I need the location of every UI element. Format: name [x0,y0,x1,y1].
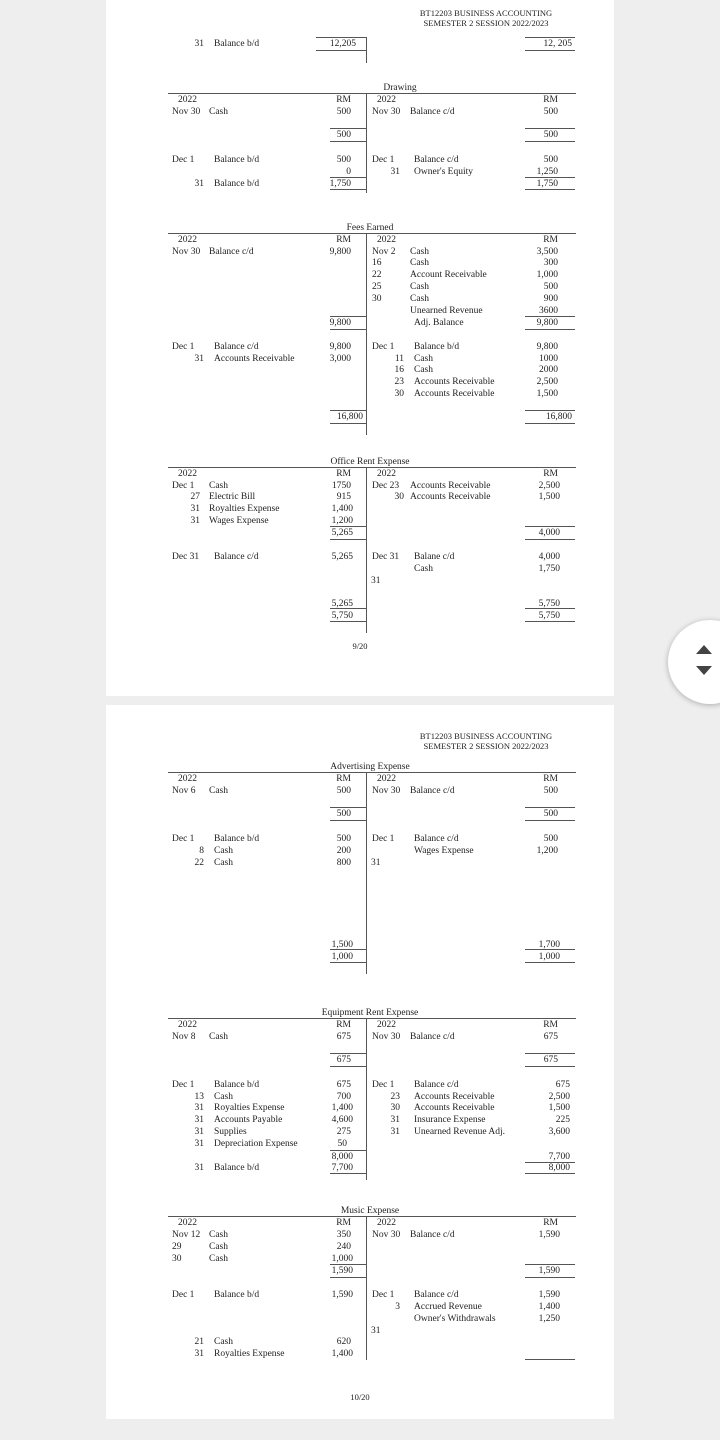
total-amount: 4,000 [538,528,560,538]
right-amount: 12, 205 [543,39,572,49]
course-header [386,8,586,28]
entry-description: Unearned Revenue [410,306,483,316]
entry-amount: 8,000 [548,1163,570,1173]
entry-date: 30 [172,1254,182,1264]
entry-date: Dec 1 [372,342,395,352]
entry-description: Accounts Receivable [214,354,295,364]
total-amount: 500 [336,130,351,140]
entry-description: Royalties Expense [209,504,280,514]
entry-amount: 3,600 [548,1127,570,1137]
entry-description: Balance b/d [214,155,260,165]
entry-date: Dec 1 [172,342,195,352]
entry-date: 11 [394,354,404,364]
entry-date: 31 [194,1103,204,1113]
entry-date: Dec 1 [372,1290,395,1300]
entry-amount: 1,590 [538,1290,560,1300]
entry-date: 31 [194,1127,204,1137]
entry-description: Cash [410,294,429,304]
year-left: 2022 [178,469,197,479]
entry-amount: 1750 [332,481,351,491]
entry-amount: 675 [543,1032,558,1042]
entry-description: Depreciation Expense [214,1139,298,1149]
entry-date: 31 [194,39,204,49]
entry-description: Balance c/d [214,342,259,352]
entry-date: 16 [394,365,404,375]
course-title: BT12203 BUSINESS ACCOUNTING [419,731,553,741]
entry-amount: 1,590 [331,1266,353,1276]
account-title: Office Rent Expense [330,457,410,467]
entry-amount: 1,250 [538,1314,560,1324]
entry-description: Cash [214,1092,233,1102]
entry-description: Cash [410,282,429,292]
entry-description: Balance c/d [410,107,455,117]
entry-amount: 225 [555,1115,570,1125]
rm-right: RM [543,235,558,245]
entry-amount: 5,750 [538,611,560,621]
entry-date: 31 [390,167,400,177]
entry-amount: 500 [543,834,558,844]
entry-date: Dec 1 [372,1080,395,1090]
entry-description: Wages Expense [209,516,269,526]
entry-amount: 800 [336,858,351,868]
entry-amount: 1,700 [538,940,560,950]
entry-description: Owner's Equity [414,167,473,177]
entry-date: Nov 30 [372,107,401,117]
semester-info: SEMESTER 2 SESSION 2022/2023 [423,18,549,28]
entry-amount: 0 [346,167,351,177]
year-right: 2022 [377,235,396,245]
entry-amount: 2000 [539,365,558,375]
entry-amount: 9,800 [536,342,558,352]
entry-date: 31 [194,1349,204,1359]
entry-date: Dec 23 [372,481,400,491]
entry-date: 16 [372,258,382,268]
rm-left: RM [336,774,351,784]
entry-amount: 3,000 [329,354,351,364]
total-amount: 675 [543,1055,558,1065]
semester-info: SEMESTER 2 SESSION 2022/2023 [423,741,549,751]
entry-amount: 500 [336,107,351,117]
entry-description: Balance b/d [214,39,260,49]
total-amount: 500 [543,130,558,140]
entry-amount: 50 [337,1139,347,1149]
entry-amount: 700 [336,1092,351,1102]
entry-amount: 500 [336,834,351,844]
entry-date: 30 [394,389,404,399]
entry-date: Nov 30 [372,1032,401,1042]
entry-amount: 1,500 [548,1103,570,1113]
entry-amount: 5,265 [331,528,353,538]
entry-description: Balance b/d [214,1163,260,1173]
entry-date: 31 [371,858,381,868]
entry-amount: 1000 [539,354,558,364]
entry-date: 31 [194,1115,204,1125]
left-amount: 12,205 [329,39,356,49]
entry-description: Cash [410,247,429,257]
year-left: 2022 [178,1020,197,1030]
entry-description: Balance b/d [214,834,260,844]
entry-amount: 1,400 [538,1302,560,1312]
entry-description: Balance c/d [410,1230,455,1240]
entry-description: Cash [209,786,228,796]
entry-date: Nov 30 [172,247,201,257]
year-left: 2022 [178,95,197,105]
entry-amount: 1,000 [331,1254,353,1264]
entry-description: Balance b/d [214,179,260,189]
entry-amount: 2,500 [538,481,560,491]
entry-amount: 8,000 [331,1152,353,1162]
entry-amount: 5,265 [331,552,353,562]
entry-description: Balance b/d [414,342,460,352]
rm-right: RM [543,1218,558,1228]
account-title: Fees Earned [346,223,394,233]
entry-date: Nov 12 [172,1230,201,1240]
entry-date: 31 [190,516,200,526]
entry-amount: 7,700 [548,1152,570,1162]
entry-date: Dec 1 [172,834,195,844]
entry-amount: 1,400 [331,1349,353,1359]
entry-amount: 1,590 [538,1230,560,1240]
entry-date: 13 [194,1092,204,1102]
entry-date: 22 [194,858,204,868]
entry-date: 30 [390,1103,400,1113]
total-amount: 675 [336,1055,351,1065]
entry-date: 8 [199,846,204,856]
entry-description: Owner's Withdrawals [414,1314,496,1324]
course-header [386,731,586,751]
rm-left: RM [336,95,351,105]
entry-amount: 4,000 [538,552,560,562]
entry-date: Dec 1 [172,481,195,491]
entry-amount: 500 [543,107,558,117]
year-right: 2022 [377,774,396,784]
entry-description: Account Receivable [410,270,487,280]
entry-date: 31 [190,504,200,514]
entry-description: Accounts Payable [214,1115,283,1125]
entry-amount: 1,750 [329,179,351,189]
entry-date: 31 [390,1127,400,1137]
account-title: Equipment Rent Expense [321,1008,419,1018]
year-left: 2022 [178,235,197,245]
entry-date: Nov 8 [172,1032,196,1042]
entry-amount: 4,600 [331,1115,353,1125]
total-amount: 16,800 [545,412,572,422]
entry-amount: 500 [543,786,558,796]
entry-amount: 7,700 [331,1163,353,1173]
entry-amount: 1,750 [538,564,560,574]
entry-description: Wages Expense [414,846,474,856]
entry-date: 30 [394,492,404,502]
entry-amount: 2,500 [536,377,558,387]
entry-description: Accrued Revenue [414,1302,482,1312]
year-right: 2022 [377,95,396,105]
entry-description: Accounts Receivable [414,1103,495,1113]
entry-description: Accounts Receivable [410,481,491,491]
entry-description: Cash [209,1254,228,1264]
entry-amount: 1,000 [536,270,558,280]
entry-description: Accounts Receivable [410,492,491,502]
entry-amount: 1,500 [536,389,558,399]
entry-amount: 9,800 [329,247,351,257]
entry-date: Dec 1 [172,155,195,165]
entry-description: Supplies [214,1127,247,1137]
entry-date: Dec 1 [172,1290,195,1300]
arrow-down-icon[interactable] [696,666,712,675]
account-title: Advertising Expense [330,762,410,772]
entry-date: Nov 30 [172,107,201,117]
entry-date: 31 [194,1163,204,1173]
entry-amount: 3,500 [536,247,558,257]
entry-description: Accounts Receivable [414,389,495,399]
entry-date: Nov 6 [172,786,196,796]
entry-date: 25 [372,282,382,292]
entry-date: Nov 2 [372,247,396,257]
entry-date: 27 [190,492,200,502]
entry-description: Balance b/d [214,1080,260,1090]
entry-description: Cash [209,1032,228,1042]
entry-amount: 1,750 [536,179,558,189]
rm-right: RM [543,95,558,105]
entry-date: 31 [390,1115,400,1125]
entry-description: Balance c/d [414,834,459,844]
total-amount: 9,800 [329,318,351,328]
entry-description: Balance c/d [410,1032,455,1042]
rm-right: RM [543,1020,558,1030]
entry-description: Royalties Expense [214,1103,285,1113]
account-title: Drawing [383,83,417,93]
rm-left: RM [336,235,351,245]
entry-amount: 3600 [539,306,558,316]
entry-amount: 1,500 [331,940,353,950]
entry-description: Accounts Receivable [414,377,495,387]
entry-description: Cash [414,354,433,364]
entry-amount: 500 [336,155,351,165]
year-right: 2022 [377,1020,396,1030]
year-left: 2022 [178,774,197,784]
entry-amount: 675 [555,1080,570,1090]
entry-description: Cash [209,481,228,491]
entry-amount: 240 [336,1242,351,1252]
total-amount: 9,800 [536,318,558,328]
entry-amount: 675 [336,1032,351,1042]
entry-amount: 9,800 [329,342,351,352]
entry-amount: 1,200 [536,846,558,856]
entry-date: Nov 30 [372,786,401,796]
arrow-up-icon[interactable] [696,645,712,654]
entry-description: Cash [209,1242,228,1252]
year-right: 2022 [377,469,396,479]
entry-description: Accounts Receivable [414,1092,495,1102]
document-page-9 [106,0,614,696]
entry-amount: 5,265 [331,599,353,609]
entry-amount: 2,500 [548,1092,570,1102]
entry-date: Nov 30 [372,1230,401,1240]
entry-description: Cash [214,846,233,856]
entry-description: Balance c/d [209,247,254,257]
entry-amount: 620 [336,1337,351,1347]
entry-amount: 1,200 [331,516,353,526]
total-amount: 16,800 [336,412,363,422]
entry-description: Balance c/d [414,1080,459,1090]
rm-left: RM [336,1218,351,1228]
total-amount: 1,590 [538,1266,560,1276]
entry-date: 22 [372,270,382,280]
entry-date: 31 [371,1326,381,1336]
page-navigation-button[interactable] [668,620,720,704]
entry-amount: 500 [543,155,558,165]
entry-description: Balance c/d [414,1290,459,1300]
entry-amount: 1,590 [331,1290,353,1300]
entry-amount: 1,400 [331,504,353,514]
entry-description: Royalties Expense [214,1349,285,1359]
entry-description: Cash [414,564,433,574]
entry-description: Adj. Balance [414,318,464,328]
course-title: BT12203 BUSINESS ACCOUNTING [419,8,553,18]
entry-description: Cash [410,258,429,268]
entry-date: 31 [371,576,381,586]
entry-description: Cash [414,365,433,375]
year-right: 2022 [377,1218,396,1228]
entry-amount: 1,000 [331,952,353,962]
entry-description: Balance c/d [414,155,459,165]
rm-right: RM [543,469,558,479]
entry-description: Insurance Expense [414,1115,486,1125]
entry-date: 29 [172,1242,182,1252]
total-amount: 500 [336,809,351,819]
entry-description: Cash [209,1230,228,1240]
entry-amount: 675 [336,1080,351,1090]
rm-left: RM [336,469,351,479]
entry-date: 31 [194,354,204,364]
total-amount: 500 [543,809,558,819]
entry-amount: 1,250 [536,167,558,177]
entry-description: Electric Bill [209,492,256,502]
document-page-10 [106,705,614,1419]
page-number: 9/20 [352,641,368,651]
entry-date: Dec 1 [172,1080,195,1090]
rm-left: RM [336,1020,351,1030]
rm-right: RM [543,774,558,784]
entry-date: 23 [394,377,404,387]
entry-amount: 1,500 [538,492,560,502]
entry-description: Cash [214,1337,233,1347]
entry-date: 31 [194,179,204,189]
page-number: 10/20 [350,1392,370,1402]
entry-date: Dec 1 [372,834,395,844]
entry-description: Unearned Revenue Adj. [414,1127,506,1137]
entry-amount: 200 [336,846,351,856]
entry-description: Cash [209,107,228,117]
entry-date: 23 [390,1092,400,1102]
entry-amount: 500 [336,786,351,796]
year-left: 2022 [178,1218,197,1228]
entry-date: 31 [194,1139,204,1149]
account-title: Music Expense [340,1206,400,1216]
entry-amount: 900 [543,294,558,304]
entry-amount: 1,000 [538,952,560,962]
entry-date: Dec 31 [172,552,200,562]
entry-amount: 1,400 [331,1103,353,1113]
entry-amount: 275 [336,1127,351,1137]
entry-date: 21 [194,1337,204,1347]
entry-description: Balane c/d [414,552,455,562]
entry-date: 3 [395,1302,400,1312]
entry-amount: 5,750 [331,611,353,621]
entry-amount: 300 [543,258,558,268]
entry-description: Balance c/d [410,786,455,796]
entry-date: Dec 31 [372,552,400,562]
entry-amount: 500 [543,282,558,292]
entry-description: Cash [214,858,233,868]
entry-amount: 350 [336,1230,351,1240]
entry-date: Dec 1 [372,155,395,165]
entry-description: Balance c/d [214,552,259,562]
entry-amount: 5,750 [538,599,560,609]
entry-amount: 915 [336,492,351,502]
entry-description: Balance b/d [214,1290,260,1300]
entry-date: 30 [372,294,382,304]
